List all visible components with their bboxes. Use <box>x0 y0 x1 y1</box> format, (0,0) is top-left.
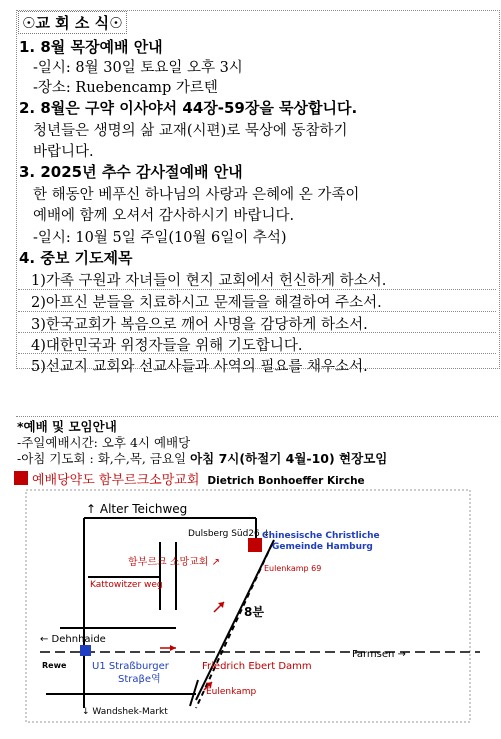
label-rewe: Rewe <box>42 661 67 670</box>
prayer-item: 2)아프신 분들을 치료하시고 문제들을 해결하여 주소서. <box>31 295 382 311</box>
prayer-item: 5)선교지 교회와 선교사들과 사역의 필요를 채우소서. <box>31 359 368 375</box>
item-heading-1: 1. 8월 목장예배 안내 <box>19 38 163 56</box>
item-line: -장소: Ruebencamp 가르텐 <box>33 80 218 96</box>
label-chinese-church-1: Chinesische Christliche <box>262 531 380 541</box>
item-line: 청년들은 생명의 삶 교재(시편)로 묵상에 동참하기 <box>33 123 348 139</box>
prayer-item: 4)대한민국과 위정자들을 위해 기도합니다. <box>31 338 303 354</box>
church-name: Dietrich Bonhoeffer Kirche <box>207 475 365 487</box>
label-eulenkamp: Eulenkamp <box>206 687 257 697</box>
notice-title: ☉교 회 소 식☉ <box>18 11 127 34</box>
item-line: 바랍니다. <box>33 144 94 160</box>
label-alter-teichweg: ↑ Alter Teichweg <box>86 502 188 516</box>
item-heading-2: 2. 8월은 구약 이사야서 44장-59장을 묵상합니다. <box>19 99 358 117</box>
prayer-item: 1)가족 구원과 자녀들이 현지 교회에서 헌신하게 하소서. <box>31 273 387 289</box>
label-walk-minutes: 8분 <box>244 605 264 619</box>
label-u1-station: U1 Straßburger <box>92 661 169 672</box>
item-line: -일시: 10월 5일 주일(10월 6일이 추석) <box>33 230 287 246</box>
prayer-item: 3)한국교회가 복음으로 깨어 사명을 감당하게 하소서. <box>31 317 368 333</box>
arrow-icon <box>170 645 176 651</box>
worship-time: -주일예배시간: 오후 4시 예배당 <box>17 435 191 450</box>
label-friedrich-ebert-damm: Friedrich Ebert Damm <box>202 661 312 672</box>
item-heading-4: 4. 중보 기도제목 <box>19 249 133 267</box>
label-eulenkamp-69: Eulenkamp 69 <box>264 564 322 573</box>
label-chinese-church-2: Gemeinde Hamburg <box>272 542 373 552</box>
morning-prayer-time: 아침 7시(하절기 4월-10) 현장모임 <box>190 451 388 466</box>
label-farmsen: Farmsen → <box>352 649 406 660</box>
label-wandsbek-markt: ↓ Wandshek-Markt <box>82 707 168 717</box>
item-line: -일시: 8월 30일 토요일 오후 3시 <box>33 60 243 76</box>
item-heading-3: 3. 2025년 추수 감사절예배 안내 <box>19 163 243 181</box>
label-dehnhaide: ← Dehnhaide <box>40 634 106 645</box>
station-marker <box>80 645 91 656</box>
label-kattowitzer: Kattowitzer weg <box>90 580 163 590</box>
label-somang-church: 함부르크 소망교회 ↗ <box>128 557 221 568</box>
morning-prayer-days: -아침 기도회 : 화,수,목, 금요일 <box>17 451 191 466</box>
item-line: 한 해동안 베푸신 하나님의 사랑과 은혜에 온 가족이 <box>33 187 360 203</box>
item-line: 예배에 함께 오셔서 감사하시기 바랍니다. <box>33 208 295 224</box>
worship-title: *예배 및 모임안내 <box>17 419 117 434</box>
label-dulsberg: Dulsberg Süd26 ↓ <box>188 529 271 539</box>
map-title: 예배당약도 함부르크소망교회 <box>32 473 200 488</box>
label-u1-station-2: Straβe역 <box>118 674 161 685</box>
church-marker <box>249 539 261 551</box>
